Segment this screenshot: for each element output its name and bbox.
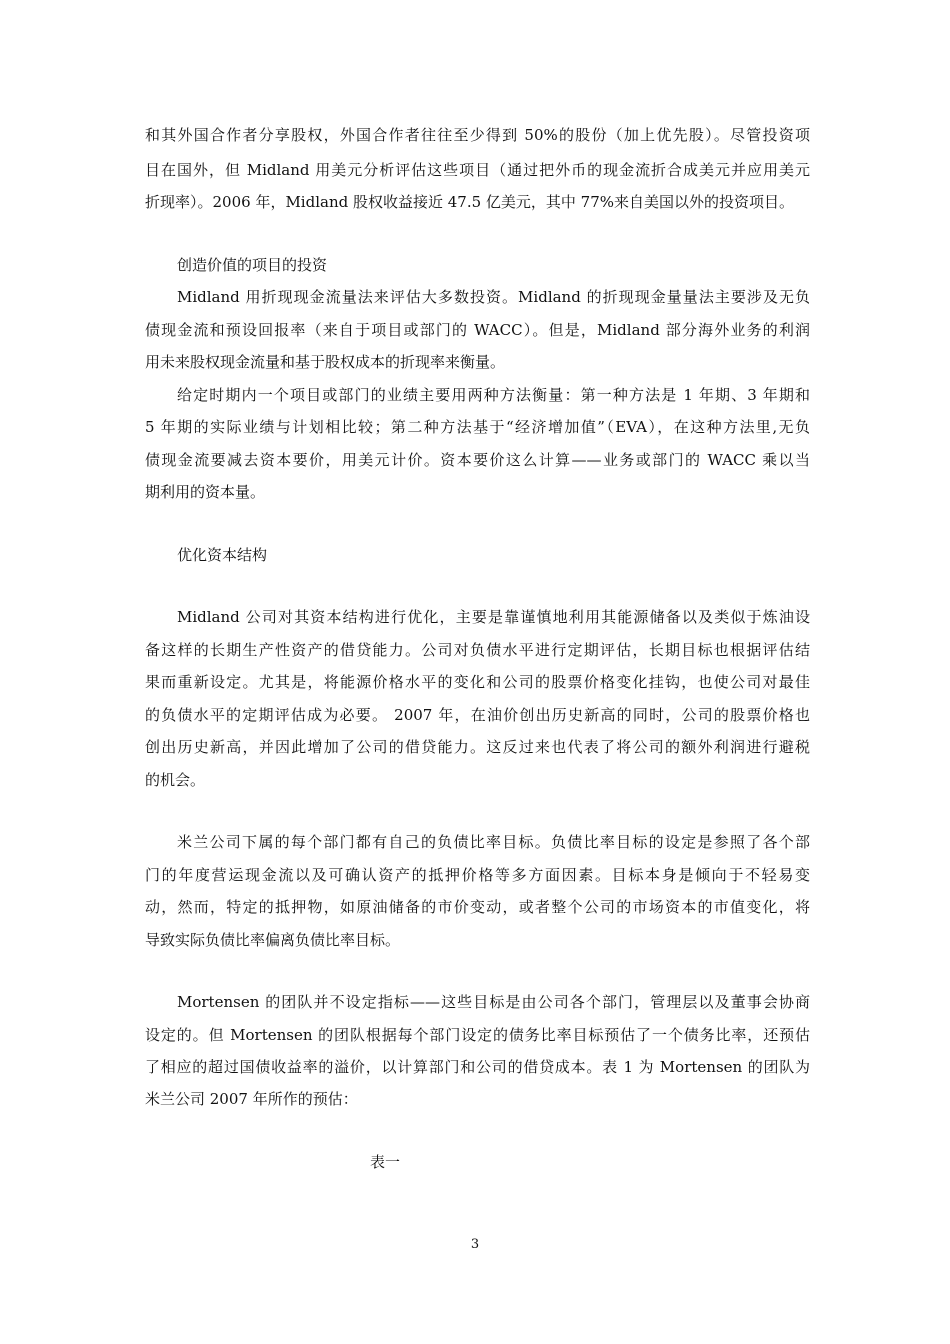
- paragraph-line: 备这样的长期生产性资产的借贷能力。公司对负债水平进行定期评估，长期目标也根据评估结: [145, 641, 810, 659]
- paragraph-line: 债现金流要减去资本要价，用美元计价。资本要价这么计算——业务或部门的 WACC 乘以当: [145, 451, 810, 469]
- paragraph-line: 期利用的资本量。: [145, 483, 266, 501]
- paragraph-line: 给定时期内一个项目或部门的业绩主要用两种方法衡量：第一种方法是 1 年期、3 年期和: [177, 386, 810, 404]
- paragraph-line: Midland 用折现现金流量法来评估大多数投资。Midland 的折现现金量量法主要涉及无负: [177, 288, 810, 306]
- paragraph-line: 导致实际负债比率偏离负债比率目标。: [145, 931, 401, 949]
- paragraph-line: 果而重新设定。尤其是，将能源价格水平的变化和公司的股票价格变化挂钩，也使公司对最佳: [145, 673, 810, 691]
- paragraph-line: 债现金流和预设回报率（来自于项目或部门的 WACC）。但是，Midland 部分海外业务的利润: [145, 321, 810, 339]
- paragraph-line: 动，然而，特定的抵押物，如原油储备的市价变动，或者整个公司的市场资本的市值变化，将: [145, 898, 810, 916]
- section-heading: 创造价值的项目的投资: [177, 256, 328, 274]
- paragraph-line: 米兰公司 2007 年所作的预估：: [145, 1090, 358, 1108]
- paragraph-line: 设定的。但 Mortensen 的团队根据每个部门设定的债务比率目标预估了一个债务比率，还预估: [145, 1026, 810, 1044]
- paragraph-line: 了相应的超过国债收益率的溢价，以计算部门和公司的借贷成本。表 1 为 Mortensen 的团队为: [145, 1058, 810, 1076]
- paragraph-line: 折现率）。2006 年，Midland 股权收益接近 47.5 亿美元，其中 77%来自美国以外的投资项目。: [145, 193, 795, 211]
- paragraph-line: 的机会。: [145, 771, 206, 789]
- paragraph-line: 创出历史新高，并因此增加了公司的借贷能力。这反过来也代表了将公司的额外利润进行避税: [145, 738, 810, 756]
- table-caption: 表一: [370, 1153, 401, 1171]
- page-number: 3: [470, 1237, 480, 1252]
- paragraph-line: 用未来股权现金流量和基于股权成本的折现率来衡量。: [145, 353, 506, 371]
- paragraph-line: 5 年期的实际业绩与计划相比较；第二种方法基于“经济增加值”（EVA），在这种方法里,无负: [145, 418, 810, 436]
- paragraph-line: 和其外国合作者分享股权，外国合作者往往至少得到 50%的股份（加上优先股）。尽管投资项: [145, 126, 810, 144]
- section-heading: 优化资本结构: [177, 546, 268, 564]
- paragraph-line: 米兰公司下属的每个部门都有自己的负债比率目标。负债比率目标的设定是参照了各个部: [177, 833, 810, 851]
- paragraph-line: 的负债水平的定期评估成为必要。 2007 年，在油价创出历史新高的同时，公司的股票价格也: [145, 706, 810, 724]
- paragraph-line: 门的年度营运现金流以及可确认资产的抵押价格等多方面因素。目标本身是倾向于不轻易变: [145, 866, 810, 884]
- paragraph-line: Midland 公司对其资本结构进行优化，主要是靠谨慎地利用其能源储备以及类似于炼油设: [177, 608, 810, 626]
- paragraph-line: Mortensen 的团队并不设定指标——这些目标是由公司各个部门，管理层以及董事会协商: [177, 993, 810, 1011]
- paragraph-line: 目在国外，但 Midland 用美元分析评估这些项目（通过把外币的现金流折合成美元并应用美元: [145, 161, 810, 179]
